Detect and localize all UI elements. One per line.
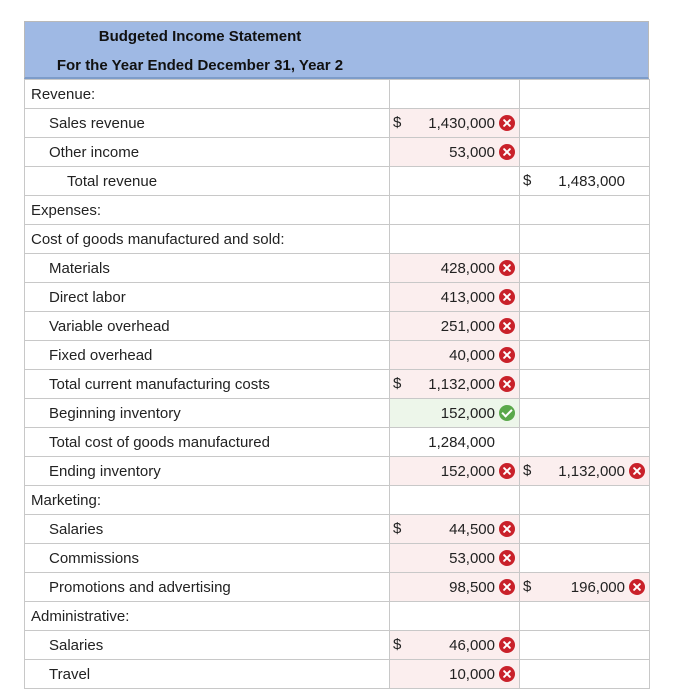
empty-cell (520, 370, 650, 399)
amount-value: 1,132,000 (558, 462, 625, 480)
row-label-sales-revenue: Sales revenue (25, 109, 390, 138)
table-row (25, 341, 650, 370)
empty-cell (390, 80, 520, 109)
currency-symbol: $ (523, 172, 532, 189)
incorrect-x-icon (499, 376, 515, 392)
row-label-beginning-inventory: Beginning inventory (25, 399, 390, 428)
table-row (25, 428, 650, 457)
row-label-promotions-and-advertising: Promotions and advertising (25, 573, 390, 602)
table-row (25, 573, 650, 602)
statement-table (24, 79, 650, 689)
row-label-fixed-overhead: Fixed overhead (25, 341, 390, 370)
empty-cell (520, 631, 650, 660)
amount-value: 152,000 (440, 404, 495, 422)
amount-value: 53,000 (449, 549, 495, 567)
empty-cell (390, 225, 520, 254)
currency-symbol: $ (393, 520, 402, 537)
empty-cell (390, 167, 520, 196)
incorrect-x-icon (499, 550, 515, 566)
amount-cell-variable-overhead[interactable] (390, 312, 520, 341)
table-row (25, 515, 650, 544)
currency-symbol: $ (393, 636, 402, 653)
table-row (25, 399, 650, 428)
correct-check-icon (499, 405, 515, 421)
row-label-revenue: Revenue: (25, 80, 390, 109)
row-label-total-current-manufacturing-costs: Total current manufacturing costs (25, 370, 390, 399)
amount-value: 428,000 (440, 259, 495, 277)
amount-cell-commissions[interactable] (390, 544, 520, 573)
row-label-ending-inventory: Ending inventory (25, 457, 390, 486)
currency-symbol: $ (393, 114, 402, 131)
empty-cell (520, 109, 650, 138)
incorrect-x-icon (629, 579, 645, 595)
table-row (25, 602, 650, 631)
row-label-cost-of-goods-manufactured-and-sold: Cost of goods manufactured and sold: (25, 225, 390, 254)
incorrect-x-icon (499, 521, 515, 537)
amount-cell-fixed-overhead[interactable] (390, 341, 520, 370)
table-row (25, 486, 650, 515)
row-label-administrative: Administrative: (25, 602, 390, 631)
amount-cell-beginning-inventory[interactable] (390, 399, 520, 428)
currency-symbol: $ (523, 578, 532, 595)
empty-cell (520, 196, 650, 225)
amount-value: 40,000 (449, 346, 495, 364)
total-cell-ending-inventory[interactable] (520, 457, 650, 486)
amount-value: 1,430,000 (428, 114, 495, 132)
statement-subtitle: For the Year Ended December 31, Year 2 (56, 57, 344, 74)
total-cell-promotions-and-advertising[interactable] (520, 573, 650, 602)
empty-cell (390, 486, 520, 515)
empty-cell (520, 341, 650, 370)
currency-symbol: $ (393, 375, 402, 392)
table-row (25, 80, 650, 109)
incorrect-x-icon (499, 666, 515, 682)
empty-cell (520, 225, 650, 254)
table-row (25, 660, 650, 689)
table-row (25, 254, 650, 283)
amount-cell-materials[interactable] (390, 254, 520, 283)
amount-cell-total-cost-of-goods-manufactured[interactable] (390, 428, 520, 457)
table-row (25, 225, 650, 254)
table-row (25, 167, 650, 196)
table-row (25, 312, 650, 341)
statement-header (24, 21, 649, 79)
budgeted-income-statement (24, 21, 649, 689)
statement-title: Budgeted Income Statement (98, 28, 302, 45)
row-label-expenses: Expenses: (25, 196, 390, 225)
incorrect-x-icon (499, 347, 515, 363)
amount-cell-promotions-and-advertising[interactable] (390, 573, 520, 602)
empty-cell (390, 602, 520, 631)
amount-cell-salaries[interactable] (390, 515, 520, 544)
incorrect-x-icon (499, 289, 515, 305)
amount-cell-salaries[interactable] (390, 631, 520, 660)
incorrect-x-icon (629, 463, 645, 479)
empty-cell (390, 196, 520, 225)
row-label-materials: Materials (25, 254, 390, 283)
incorrect-x-icon (499, 260, 515, 276)
amount-value: 251,000 (440, 317, 495, 335)
amount-value: 10,000 (449, 665, 495, 683)
amount-value: 98,500 (449, 578, 495, 596)
empty-cell (520, 283, 650, 312)
currency-symbol: $ (523, 462, 532, 479)
amount-cell-total-current-manufacturing-costs[interactable] (390, 370, 520, 399)
table-row (25, 283, 650, 312)
empty-cell (520, 515, 650, 544)
empty-cell (520, 486, 650, 515)
total-cell-total-revenue[interactable] (520, 167, 650, 196)
amount-cell-ending-inventory[interactable] (390, 457, 520, 486)
amount-value: 46,000 (449, 636, 495, 654)
incorrect-x-icon (499, 463, 515, 479)
table-row (25, 631, 650, 660)
amount-cell-direct-labor[interactable] (390, 283, 520, 312)
empty-cell (520, 138, 650, 167)
incorrect-x-icon (499, 115, 515, 131)
amount-value: 1,284,000 (428, 433, 495, 451)
amount-value: 53,000 (449, 143, 495, 161)
row-label-direct-labor: Direct labor (25, 283, 390, 312)
row-label-travel: Travel (25, 660, 390, 689)
amount-value: 152,000 (440, 462, 495, 480)
empty-cell (520, 312, 650, 341)
table-row (25, 138, 650, 167)
incorrect-x-icon (499, 318, 515, 334)
table-row (25, 544, 650, 573)
row-label-total-cost-of-goods-manufactured: Total cost of goods manufactured (25, 428, 390, 457)
table-row (25, 196, 650, 225)
row-label-salaries: Salaries (25, 515, 390, 544)
amount-value: 1,132,000 (428, 375, 495, 393)
empty-cell (520, 544, 650, 573)
empty-cell (520, 602, 650, 631)
empty-cell (520, 660, 650, 689)
amount-cell-travel[interactable] (390, 660, 520, 689)
incorrect-x-icon (499, 144, 515, 160)
row-label-salaries: Salaries (25, 631, 390, 660)
amount-value: 44,500 (449, 520, 495, 538)
incorrect-x-icon (499, 579, 515, 595)
amount-value: 1,483,000 (558, 172, 625, 190)
amount-value: 196,000 (570, 578, 625, 596)
empty-cell (520, 399, 650, 428)
incorrect-x-icon (499, 637, 515, 653)
empty-cell (520, 80, 650, 109)
table-row (25, 457, 650, 486)
row-label-total-revenue: Total revenue (25, 167, 390, 196)
amount-cell-sales-revenue[interactable] (390, 109, 520, 138)
row-label-other-income: Other income (25, 138, 390, 167)
empty-cell (520, 428, 650, 457)
amount-value: 413,000 (440, 288, 495, 306)
row-label-marketing: Marketing: (25, 486, 390, 515)
table-row (25, 370, 650, 399)
amount-cell-other-income[interactable] (390, 138, 520, 167)
table-row (25, 109, 650, 138)
empty-cell (520, 254, 650, 283)
row-label-commissions: Commissions (25, 544, 390, 573)
row-label-variable-overhead: Variable overhead (25, 312, 390, 341)
